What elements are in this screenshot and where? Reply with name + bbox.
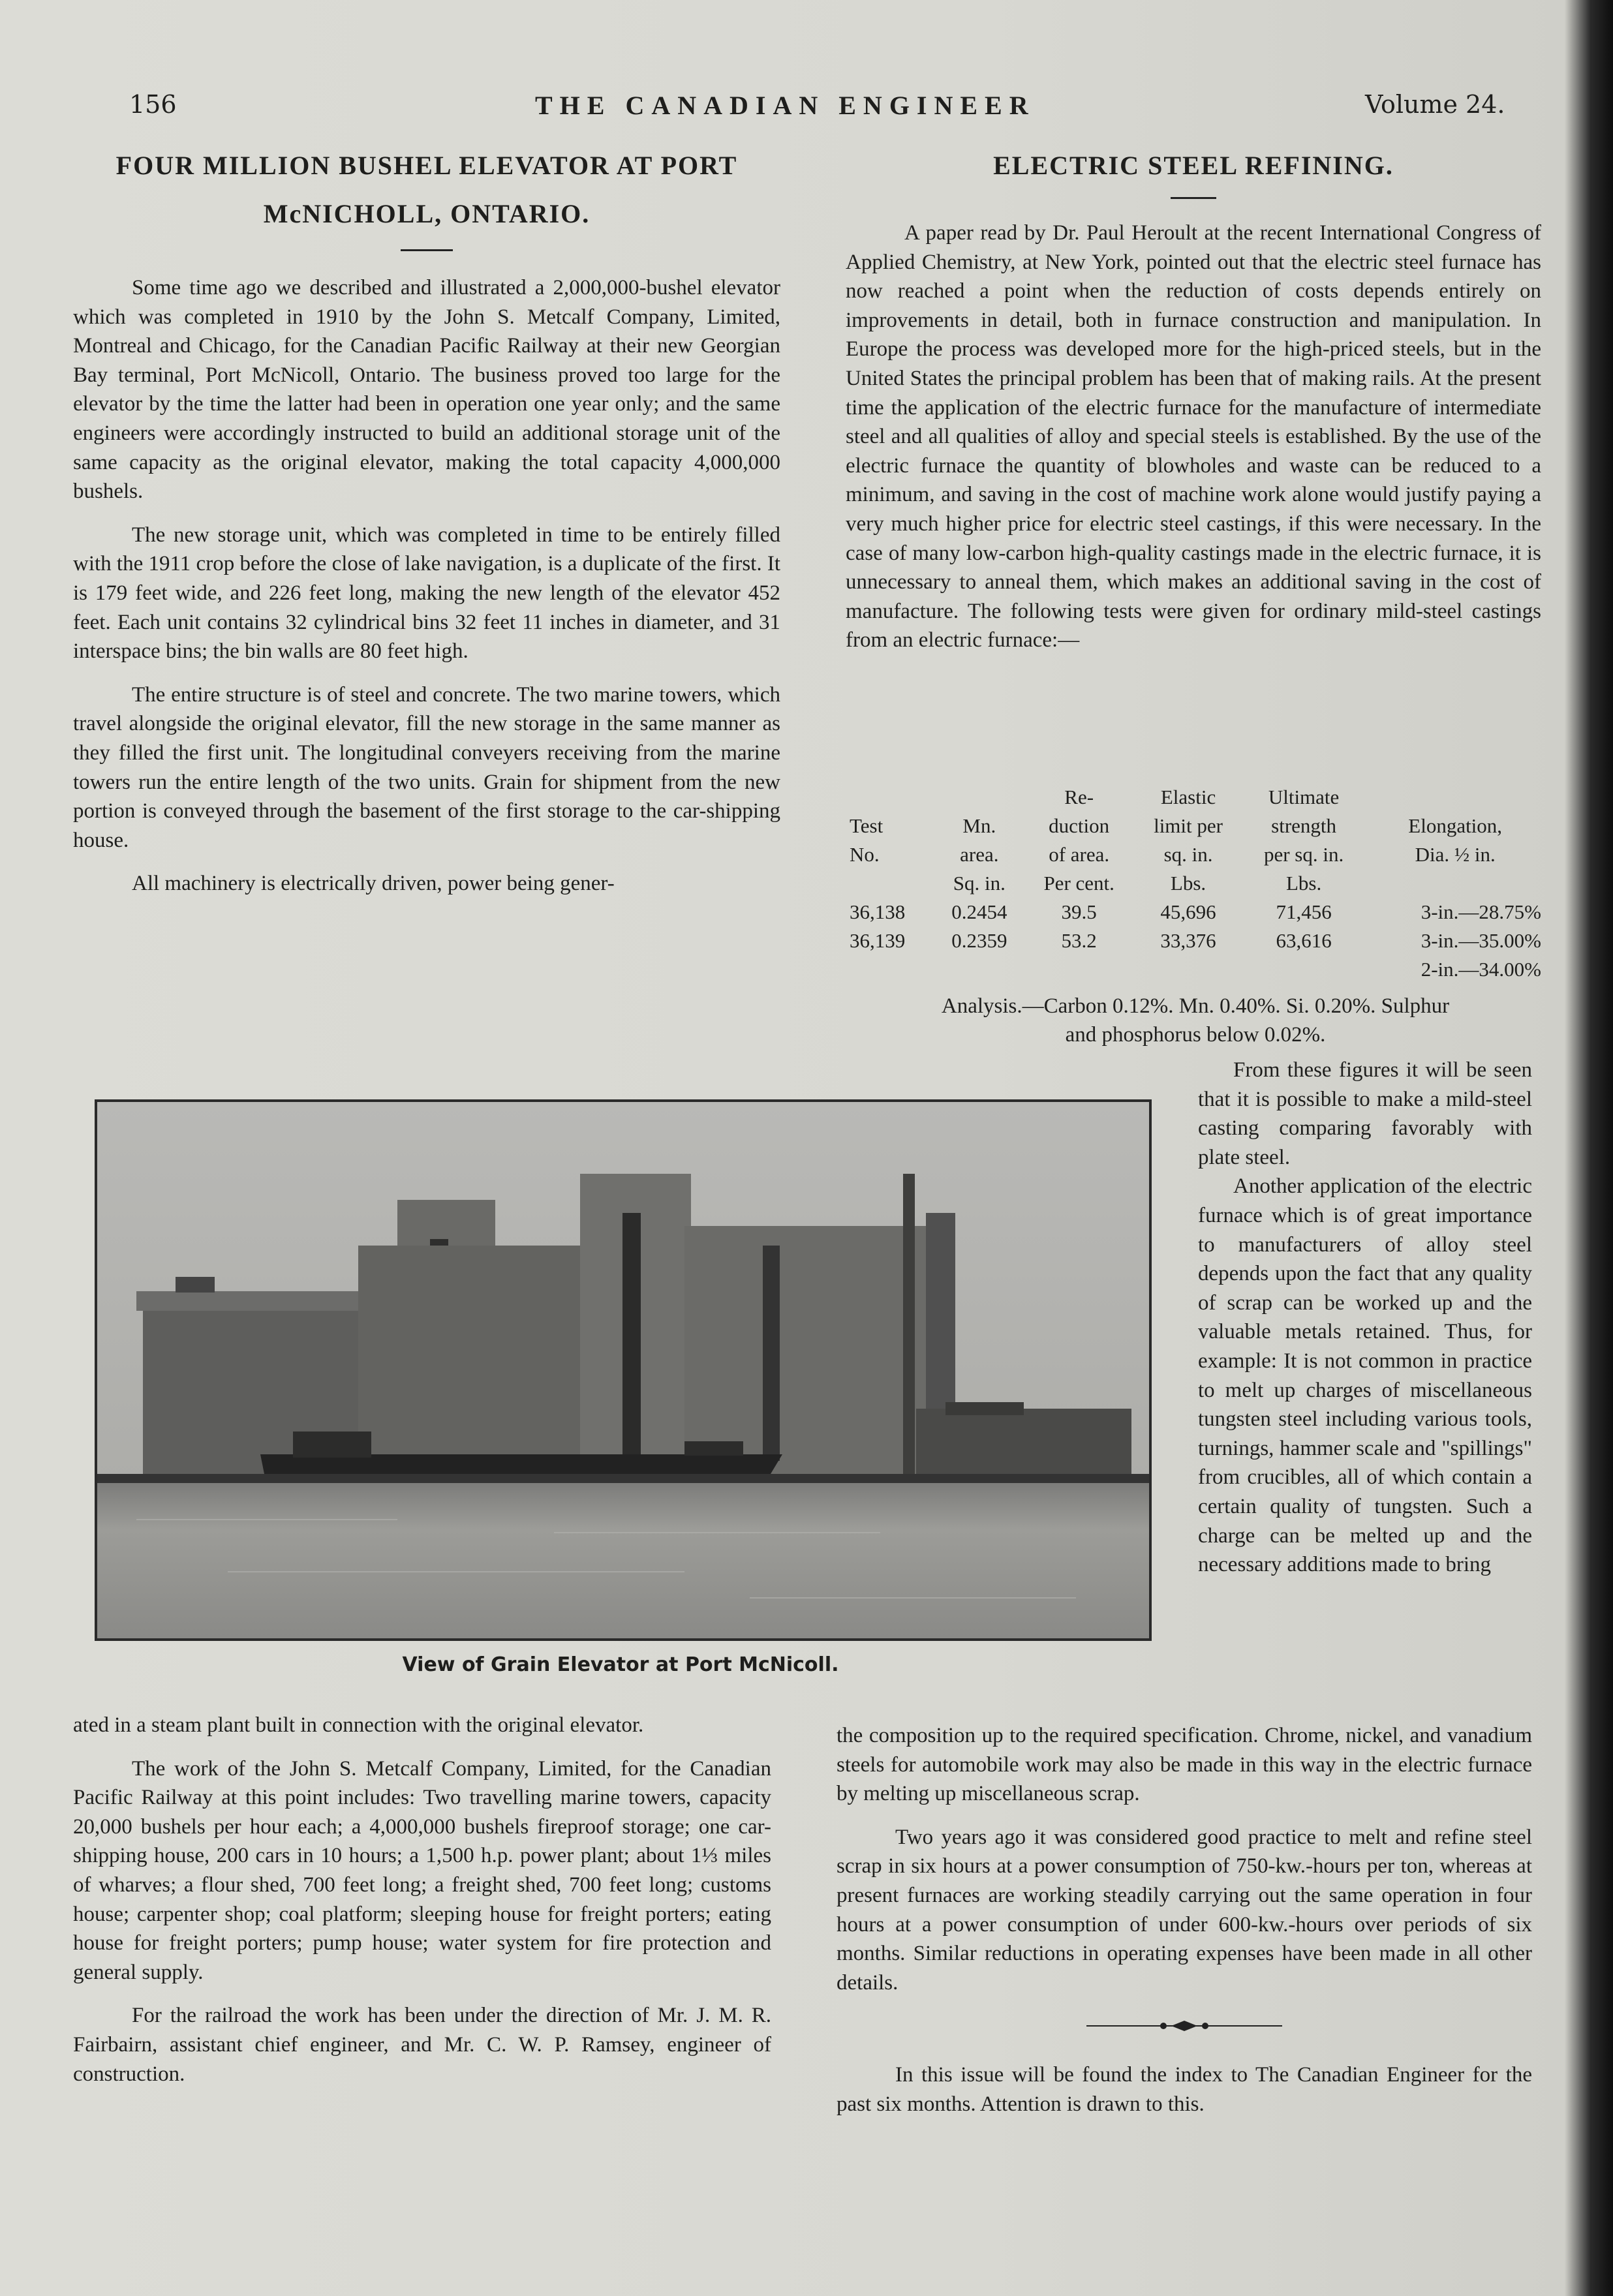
table-header-cell [935, 783, 1024, 812]
paragraph: ated in a steam plant built in connection with the original elevator. [73, 1713, 644, 1737]
title-rule [1171, 197, 1216, 199]
table-header-cell: area. [960, 843, 999, 866]
table-cell: 33,376 [1160, 929, 1216, 952]
table-header-cell: per sq. in. [1263, 843, 1344, 866]
table-header-cell: duction [1049, 814, 1110, 837]
analysis-line: Analysis.—Carbon 0.12%. Mn. 0.40%. Si. 0.20%. Sulphur [941, 994, 1450, 1018]
table-cell: 3-in.—28.75% [1421, 900, 1541, 923]
paragraph: All machinery is electrically driven, power being gener- [132, 872, 615, 896]
paragraph: the composition up to the required specification. Chrome, nickel, and vanadium steels for automobile work may also be made in this way in the electric furnace by melting up miscellaneous scrap. [837, 1724, 1532, 1806]
article-steel-top [846, 149, 1541, 669]
table-cell [1242, 955, 1366, 984]
table-cell: 36,139 [850, 929, 906, 952]
grain-elevator-illustration [97, 1102, 1149, 1638]
table-header-cell: strength [1271, 814, 1337, 837]
ornament-divider [837, 2012, 1532, 2041]
table-header-row [846, 840, 1545, 869]
table-header-row [846, 812, 1545, 840]
table-header-cell [846, 869, 935, 898]
table-header-cell: Lbs. [1170, 872, 1206, 895]
paragraph: Some time ago we described and illustrated a 2,000,000-bushel elevator which was completed in 1910 by the John S. Metcalf Company, Limited, Montreal and Chicago, for the Canadian Pacific Railway at their new Georgian Bay terminal, Port McNicoll, Ontario. The business proved too large for the elevator by the time the latter had been in operation one year only; and the same engineers were accordingly instructed to build an additional storage unit of the same capacity as the original elevator, making the total capacity 4,000,000 bushels. [73, 276, 780, 504]
table-cell: 0.2359 [951, 929, 1007, 952]
table-cell: 36,138 [850, 900, 906, 923]
table-header-cell [1365, 869, 1545, 898]
publication-title: THE CANADIAN ENGINEER [535, 91, 1036, 120]
page-number: 156 [129, 90, 177, 119]
table-cell: 71,456 [1276, 900, 1332, 923]
table-cell: 53.2 [1061, 929, 1097, 952]
table-header-cell [1365, 783, 1545, 812]
table-header-cell: Mn. [962, 814, 996, 837]
paragraph: A paper read by Dr. Paul Heroult at the recent International Congress of Applied Chemistry, at New York, pointed out that the electric steel furnace has now reached a point when the reduction of costs depends entirely on improvements in detail, both in furnace construction and manipulation. In Europe the process was developed more for the high-priced steels, but in the United States the principal problem has been that of making rails. At the present time the application of the electric furnace for the manufacture of intermediate steel and all qualities of alloy and special steels is established. By the use of the electric furnace the quantity of blowholes and waste can be reduced to a minimum, and saving in the cost of machine work alone would justify paying a very much higher price for electric steel castings, if this were necessary. In the case of many low-carbon high-quality castings made in the electric furnace, it is unnecessary to anneal them, which makes an additional saving in the cost of manufacture. The following tests were given for ordinary mild-steel castings from an electric furnace:— [846, 221, 1541, 652]
table-header-cell: Elastic [1160, 786, 1216, 808]
article-title-line1: FOUR MILLION BUSHEL ELEVATOR AT PORT [115, 151, 738, 180]
table-header-row [846, 869, 1545, 898]
photo-caption: View of Grain Elevator at Port McNicoll. [402, 1653, 839, 1676]
table-row [846, 898, 1545, 926]
table-header-cell: of area. [1049, 843, 1110, 866]
grain-elevator-photo [95, 1099, 1152, 1641]
table-header-cell: Dia. ½ in. [1415, 843, 1496, 866]
notice-paragraph: In this issue will be found the index to The Canadian Engineer for the past six months. Attention is drawn to this. [837, 2062, 1532, 2116]
table-header-cell: No. [850, 843, 880, 866]
table-row [846, 955, 1545, 984]
table-cell: 0.2454 [951, 900, 1007, 923]
paragraph: From these figures it will be seen that it is possible to make a mild-steel casting comparing favorably with plate steel. [1198, 1058, 1532, 1169]
article-steel-narrow [1198, 1056, 1532, 1580]
table-header-cell: Lbs. [1285, 872, 1322, 895]
table-cell: 3-in.—35.00% [1421, 929, 1541, 952]
paragraph: The entire structure is of steel and concrete. The two marine towers, which travel alongside the original elevator, fill the new storage in the same manner as they filled the first unit. The longitudinal conveyers receiving from the marine towers run the entire length of the two units. Grain for shipment from the new portion is conveyed through the basement of the first storage to the car-shipping house. [73, 682, 780, 852]
table-header-cell: sq. in. [1163, 843, 1213, 866]
paragraph: The work of the John S. Metcalf Company, Limited, for the Canadian Pacific Railway at this point includes: Two travelling marine towers, capacity 20,000 bushels per hour each; a 4,000,000 bushels fireproof storage; one car-shipping house, 200 cars in 10 hours; a 1,500 h.p. power plant; about 1⅓ miles of wharves; a flour shed, 700 feet long; a freight shed, 700 feet long; customs house; carpenter shop; coal platform; sleeping house for freight porters; eating house for freight porters; pump house; water system for fire protection and general supply. [73, 1756, 771, 1984]
article-title: ELECTRIC STEEL REFINING. [993, 151, 1394, 180]
test-results-table [846, 783, 1545, 984]
table-header-row [846, 783, 1545, 812]
table-header-cell: Test [850, 814, 883, 837]
table-header-cell [846, 783, 935, 812]
analysis-note [846, 992, 1545, 1049]
article-elevator-top [73, 149, 780, 913]
title-rule [401, 249, 453, 251]
table-cell [1134, 955, 1242, 984]
table-cell [846, 955, 935, 984]
table-cell [935, 955, 1024, 984]
table-cell: 39.5 [1061, 900, 1097, 923]
article-elevator-bottom [73, 1711, 771, 2103]
table-header-cell: Per cent. [1043, 872, 1114, 895]
table-header-cell: Ultimate [1268, 786, 1340, 808]
table-cell: 63,616 [1276, 929, 1332, 952]
article-steel-bottom [837, 1721, 1532, 2133]
table-header-cell: limit per [1154, 814, 1223, 837]
table-header-cell: Re- [1064, 786, 1094, 808]
paragraph: For the railroad the work has been under the direction of Mr. J. M. R. Fairbairn, assistant chief engineer, and Mr. C. W. P. Ramsey, engineer of construction. [73, 2004, 771, 2086]
table-header-cell: Elongation, [1408, 814, 1503, 837]
volume-label: Volume 24. [1365, 90, 1505, 119]
table-cell: 2-in.—34.00% [1421, 958, 1541, 981]
table-header-cell: Sq. in. [953, 872, 1006, 895]
table-row [846, 926, 1545, 955]
table-cell [1024, 955, 1134, 984]
paragraph: Another application of the electric furnace which is of great importance to manufacturers of alloy steel depends upon the fact that any quality of scrap can be worked up and the valuable metals retained. Thus, for example: It is not common in practice to melt up charges of miscellaneous tungsten steel including various tools, turnings, hammer scale and "spillings" from crucibles, all of which contain a certain quality of tungsten. Such a charge can be melted up and the necessary additions made to bring [1198, 1174, 1532, 1577]
paragraph: Two years ago it was considered good practice to melt and refine steel scrap in six hours at a power consumption of 750-kw.-hours per ton, whereas at present furnaces are working steadily carrying out the same operation in four hours at a power consumption of under 600-kw.-hours over periods of six months. Similar reductions in operating expenses have been made in all other details. [837, 1825, 1532, 1995]
paragraph: The new storage unit, which was completed in time to be entirely filled with the 1911 crop before the close of lake navigation, is a duplicate of the first. It is 179 feet wide, and 226 feet long, making the new length of the elevator 452 feet. Each unit contains 32 cylindrical bins 32 feet 11 inches in diameter, and 31 interspace bins; the bin walls are 80 feet high. [73, 523, 780, 664]
article-title-line2: McNICHOLL, ONTARIO. [263, 199, 591, 228]
analysis-line: and phosphorus below 0.02%. [1065, 1023, 1326, 1047]
table-cell: 45,696 [1160, 900, 1216, 923]
